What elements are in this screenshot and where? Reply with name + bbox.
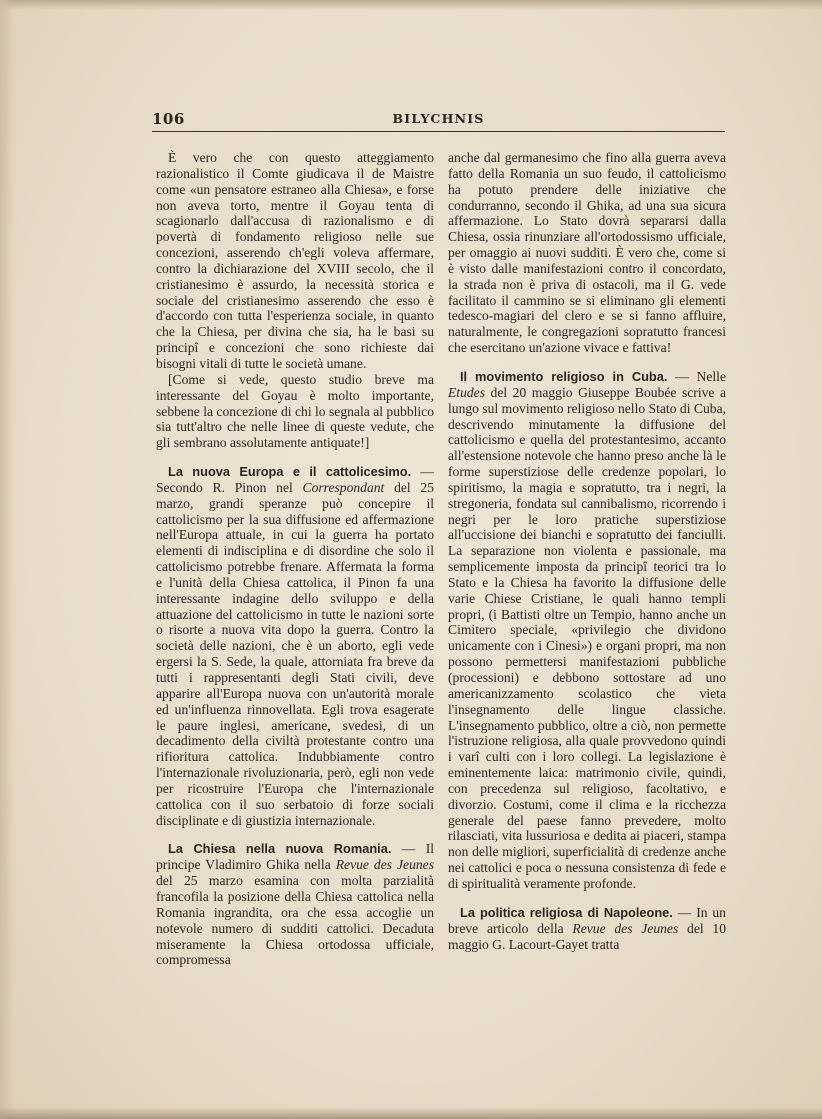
right-column [448, 150, 726, 952]
section-nuova-europa [156, 464, 434, 828]
section-napoleone [448, 905, 726, 953]
page-number: 106 [152, 110, 185, 128]
section-cuba [448, 369, 726, 892]
periodical-title: Revue des Jeunes [335, 857, 434, 873]
section-heading: La politica religiosa di Napoleone. [460, 904, 673, 920]
section-text: del 10 maggio G. Lacourt-Gayet tratta [448, 920, 726, 952]
section-text: — Secondo R. Pinon nel [156, 464, 434, 495]
section-text: — In un breve articolo della [448, 904, 726, 936]
periodical-title: Correspondant [302, 479, 385, 495]
periodical-title: Etudes [448, 384, 485, 400]
running-header [152, 110, 725, 132]
section-heading: Il movimento religioso in Cuba. [460, 368, 668, 384]
section-heading: La nuova Europa e il cattolicesimo. [168, 464, 412, 480]
section-text: — Il principe Vladimiro Ghika nella [156, 841, 434, 873]
section-chiesa-romania [156, 841, 434, 968]
section-text: del 25 marzo esamina con molta parzialità francofila la posizione della Chiesa cattolica nella Romania ingrandita, ora che essa accoglie un notevole numero di sudditi cattolici. Decaduta miseramente la Chiesa ortodossa ufficiale, compromessa [156, 873, 434, 968]
left-column [156, 150, 434, 968]
header-rule [152, 131, 725, 132]
paragraph-romania-continued: anche dal germanesimo che fino alla guerra aveva fatto della Romania un suo feudo, il cattolicismo ha potuto prendere delle iniziative che condurranno, secondo il Ghika, ad una sua sicura affermazione. Lo Stato dovrà separarsi dalla Chiesa, ossia rinunziare all'ortodossismo ufficiale, per omaggio ai nuovi sudditi. È vero che, come si è visto dalle manifestazioni contro il concordato, la strada non è priva di ostacoli, ma il G. vede facilitato il cammino se si eliminano gli elementi tedesco-magiari del clero e se si fanno affluire, naturalmente, le congregazioni sopratutto francesi che esercitano un'azione vivace e fattiva! [448, 150, 726, 356]
section-text: del 25 marzo, grandi speranze può concepire il cattolicismo per la sua diffusione ed affermazione nell'Europa attuale, in cui la guerra ha portato elementi di indisciplina e di disordine che solo il cattolicismo potrebbe frenare. Affermata la forma e l'unità della Chiesa cattolica, il Pinon fa una interessante indagine dello sviluppo e della attuazione del cattolicismo in tutte le nazioni sorte o risorte a nuova vita dopo la guerra. Contro la società delle nazioni, che è un aborto, egli vede ergersi la S. Sede, la quale, attorniata fra breve da tutti i rappresentanti degli Stati civili, deve apparire all'Europa nuova con un'autorità morale ed un'influenza rinnovellata. Egli trova esagerate le paure inglesi, americane, svedesi, di un decadimento della civiltà protestante contro una rifioritura cattolica. Indubbiamente contro l'internazionale rivoluzionaria, però, egli non vede per ricostruire l'Europa che l'internazionale cattolica con il suo serbatoio di forze sociali disciplinate e di giustizia internazionale. [156, 479, 434, 828]
section-heading: La Chiesa nella nuova Romania. [168, 841, 392, 857]
paragraph-goyau-comte: È vero che con questo atteggiamento razionalistico il Comte giudicava il de Maistre come «un pensatore estraneo alla Chiesa», e forse non aveva torto, mentre il Goyau tenta di scagionarlo dall'accusa di razionalismo e di povertà di fondamento religioso nelle sue concezioni, asserendo ch'egli voleva affermare, contro la dichiarazione del XVIII secolo, che il cristianesimo è assurdo, la necessità storica e sociale del cristianesimo asserendo che esso è d'accordo con tutta l'esperienza sociale, in quanto che la Chiesa, per divina che sia, ha le basi su principî e concezioni che sono richieste dai bisogni vitali di tutte le società umane. [156, 150, 434, 371]
section-text: del 20 maggio Giuseppe Boubée scrive a lungo sul movimento religioso nello Stato di Cuba, descrivendo minutamente la diffusione del cattolicismo e quella del protestantesimo, accanto all'estensione notevole che hanno preso anche là le forme superstiziose delle credenze popolari, lo spiritismo, la magia e sopratutto, tra i negri, la stregoneria, fondata sul cannibalismo, ricorrendo i negri per le loro pratiche superstiziose all'uccisione dei bianchi e sopratutto dei fanciulli. La separazione non violenta e passionale, ma semplicemente imposta da principî teorici tra lo Stato e la Chiesa ha favorito la diffusione delle varie Chiese Cristiane, le quali hanno templi propri, (i Battisti oltre un Tempio, hanno anche un Cimitero speciale, «privilegio che dividono unicamente con i Cinesi») e organi propri, ma non possono permettersi manifestazioni pubbliche (processioni) e debbono sottostare ad uno americanizzamento scolastico che vieta l'insegnamento delle lingue classiche. L'insegnamento pubblico, oltre a ciò, non permette l'istruzione religiosa, alla quale provvedono quindi i varî culti con i loro collegi. La legislazione è eminentemente laica: matrimonio civile, quindi, con precedenza sul religioso, facoltativo, e divorzio. Costumi, come il clima e la ricchezza generale del paese fanno prevedere, molto rilasciati, vita lussuriosa e dedita ai piaceri, stampa non delle migliori, superficialità di credenze anche nei cattolici e poca o nessuna consistenza di fede e di spiritualità veramente profonde. [448, 384, 726, 891]
section-text: — Nelle [667, 368, 726, 384]
journal-title: BILYCHNIS [392, 111, 485, 126]
paper-left-edge [0, 0, 14, 1119]
paper-bottom-edge [0, 1107, 822, 1119]
paragraph-editorial-note: [Come si vede, questo studio breve ma interessante del Goyau è molto importante, sebbene la concezione di chi lo segnala al pubblico sia tutt'altro che nelle linee di queste vedute, che gli sembrano assolutamente antiquate!] [156, 371, 434, 451]
paper-top-edge [0, 0, 822, 10]
periodical-title: Revue des Jeunes [572, 920, 679, 936]
